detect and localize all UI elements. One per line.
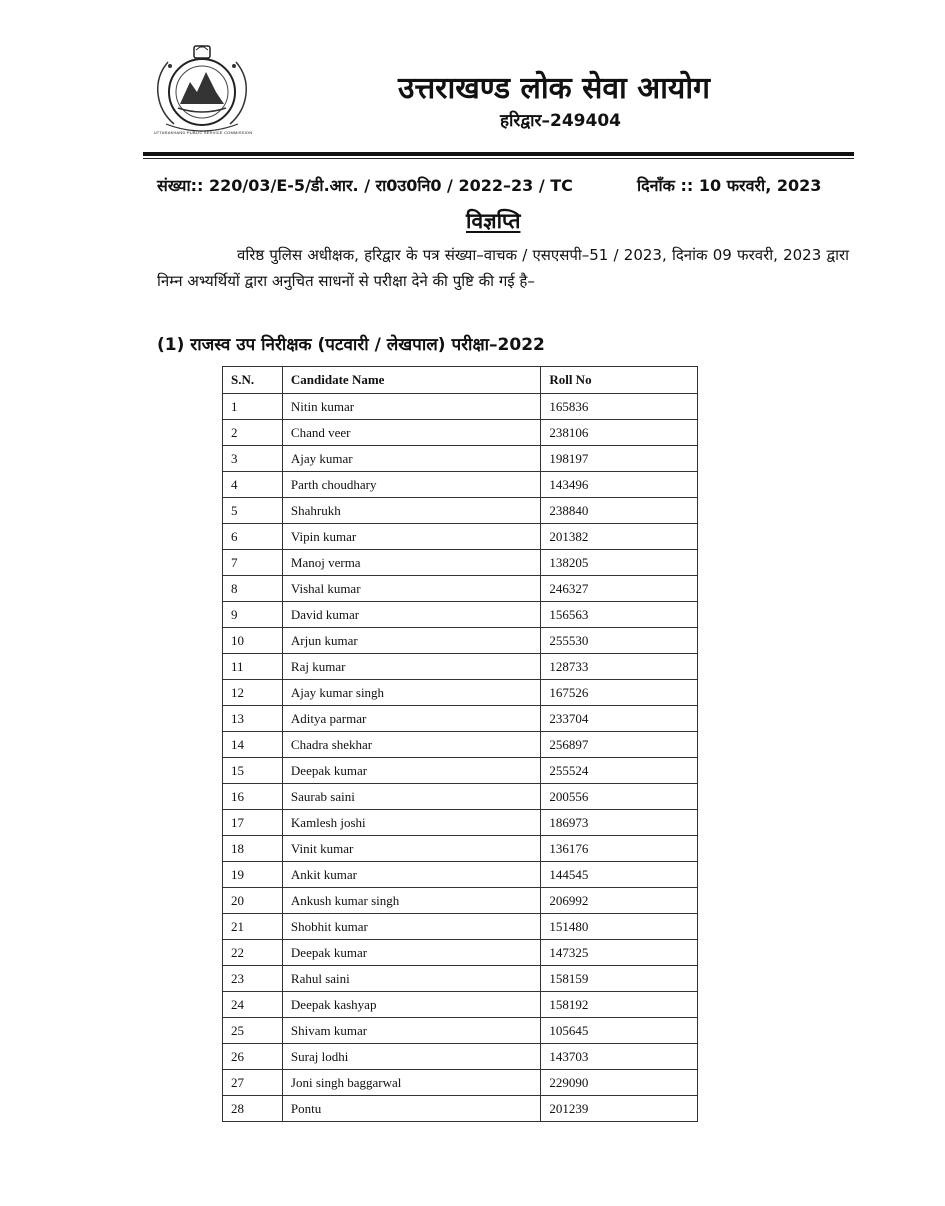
table-cell-roll-no: 158159 [541, 966, 698, 992]
table-cell-roll-no: 165836 [541, 394, 698, 420]
table-cell-roll-no: 144545 [541, 862, 698, 888]
table-row [223, 1044, 698, 1070]
header-divider [143, 152, 854, 156]
table-cell-sn: 10 [223, 628, 283, 654]
table-cell-roll-no: 151480 [541, 914, 698, 940]
organization-name: उत्तराखण्ड लोक सेवा आयोग [398, 71, 710, 106]
table-row [223, 472, 698, 498]
table-cell-roll-no: 167526 [541, 680, 698, 706]
table-cell-candidate-name: Vinit kumar [282, 836, 540, 862]
notice-heading: विज्ञप्ति [466, 209, 521, 233]
table-cell-candidate-name: Kamlesh joshi [282, 810, 540, 836]
table-row [223, 940, 698, 966]
table-cell-sn: 7 [223, 550, 283, 576]
table-cell-sn: 9 [223, 602, 283, 628]
table-cell-candidate-name: David kumar [282, 602, 540, 628]
organization-address: हरिद्वार–249404 [500, 111, 621, 131]
table-row [223, 576, 698, 602]
commission-emblem-logo [150, 42, 254, 140]
table-row [223, 680, 698, 706]
table-cell-sn: 2 [223, 420, 283, 446]
table-cell-roll-no: 233704 [541, 706, 698, 732]
table-cell-roll-no: 156563 [541, 602, 698, 628]
table-cell-roll-no: 186973 [541, 810, 698, 836]
table-cell-candidate-name: Joni singh baggarwal [282, 1070, 540, 1096]
notice-date: दिनाँक :: 10 फरवरी, 2023 [637, 176, 822, 195]
table-cell-roll-no: 138205 [541, 550, 698, 576]
table-row [223, 628, 698, 654]
table-cell-roll-no: 246327 [541, 576, 698, 602]
table-cell-sn: 26 [223, 1044, 283, 1070]
table-header-row [223, 367, 698, 394]
table-row [223, 862, 698, 888]
table-row [223, 1018, 698, 1044]
notice-paragraph: वरिष्ठ पुलिस अधीक्षक, हरिद्वार के पत्र संख्या–वाचक / एसएसपी–51 / 2023, दिनांक 09 फरवरी, 2023 द्वारा निम्न अभ्यर्थियों द्वारा अनुचित साधनों से परीक्षा देने की पुष्टि की गई है– [157, 246, 849, 290]
table-row [223, 1070, 698, 1096]
table-row [223, 810, 698, 836]
table-cell-sn: 19 [223, 862, 283, 888]
table-cell-candidate-name: Nitin kumar [282, 394, 540, 420]
header-divider-thin [143, 158, 854, 159]
candidates-table [222, 366, 698, 1122]
table-cell-candidate-name: Arjun kumar [282, 628, 540, 654]
table-cell-roll-no: 198197 [541, 446, 698, 472]
table-cell-candidate-name: Ankit kumar [282, 862, 540, 888]
emblem-icon [150, 42, 254, 140]
table-row [223, 706, 698, 732]
table-cell-candidate-name: Deepak kumar [282, 940, 540, 966]
table-row [223, 836, 698, 862]
logo-caption: UTTARAKHAND PUBLIC SERVICE COMMISSION [153, 130, 253, 135]
table-cell-candidate-name: Suraj lodhi [282, 1044, 540, 1070]
table-cell-roll-no: 255530 [541, 628, 698, 654]
table-cell-sn: 21 [223, 914, 283, 940]
table-cell-candidate-name: Vipin kumar [282, 524, 540, 550]
table-cell-candidate-name: Chadra shekhar [282, 732, 540, 758]
column-header-candidate-name: Candidate Name [282, 367, 540, 394]
table-cell-sn: 16 [223, 784, 283, 810]
table-cell-sn: 14 [223, 732, 283, 758]
table-cell-candidate-name: Raj kumar [282, 654, 540, 680]
table-row [223, 1096, 698, 1122]
table-cell-roll-no: 105645 [541, 1018, 698, 1044]
table-cell-sn: 13 [223, 706, 283, 732]
table-row [223, 654, 698, 680]
table-cell-sn: 5 [223, 498, 283, 524]
table-cell-sn: 1 [223, 394, 283, 420]
table-cell-candidate-name: Deepak kashyap [282, 992, 540, 1018]
table-cell-sn: 11 [223, 654, 283, 680]
table-row [223, 446, 698, 472]
table-cell-candidate-name: Parth choudhary [282, 472, 540, 498]
table-cell-roll-no: 238840 [541, 498, 698, 524]
table-row [223, 602, 698, 628]
table-cell-roll-no: 143703 [541, 1044, 698, 1070]
table-row [223, 394, 698, 420]
table-row [223, 524, 698, 550]
table-cell-candidate-name: Vishal kumar [282, 576, 540, 602]
table-cell-sn: 22 [223, 940, 283, 966]
table-row [223, 732, 698, 758]
table-cell-sn: 25 [223, 1018, 283, 1044]
table-cell-candidate-name: Manoj verma [282, 550, 540, 576]
table-cell-candidate-name: Rahul saini [282, 966, 540, 992]
table-cell-sn: 20 [223, 888, 283, 914]
table-cell-candidate-name: Shobhit kumar [282, 914, 540, 940]
table-cell-roll-no: 200556 [541, 784, 698, 810]
table-cell-sn: 8 [223, 576, 283, 602]
column-header-sn: S.N. [223, 367, 283, 394]
table-cell-roll-no: 128733 [541, 654, 698, 680]
table-cell-roll-no: 158192 [541, 992, 698, 1018]
table-body [223, 394, 698, 1122]
table-cell-sn: 27 [223, 1070, 283, 1096]
table-cell-sn: 6 [223, 524, 283, 550]
exam-section-heading: (1) राजस्व उप निरीक्षक (पटवारी / लेखपाल) परीक्षा–2022 [157, 335, 545, 355]
table-cell-sn: 28 [223, 1096, 283, 1122]
table-cell-sn: 12 [223, 680, 283, 706]
table-cell-roll-no: 255524 [541, 758, 698, 784]
table-row [223, 966, 698, 992]
table-cell-roll-no: 201382 [541, 524, 698, 550]
table-cell-candidate-name: Shivam kumar [282, 1018, 540, 1044]
table-cell-sn: 17 [223, 810, 283, 836]
table-cell-roll-no: 206992 [541, 888, 698, 914]
table-row [223, 992, 698, 1018]
table-cell-candidate-name: Chand veer [282, 420, 540, 446]
table-cell-sn: 18 [223, 836, 283, 862]
table-cell-sn: 23 [223, 966, 283, 992]
table-cell-candidate-name: Saurab saini [282, 784, 540, 810]
table-cell-sn: 3 [223, 446, 283, 472]
table-cell-sn: 15 [223, 758, 283, 784]
table-cell-candidate-name: Ankush kumar singh [282, 888, 540, 914]
table-cell-candidate-name: Ajay kumar [282, 446, 540, 472]
table-cell-roll-no: 136176 [541, 836, 698, 862]
column-header-roll-no: Roll No [541, 367, 698, 394]
table-cell-sn: 24 [223, 992, 283, 1018]
table-row [223, 758, 698, 784]
table-cell-roll-no: 147325 [541, 940, 698, 966]
table-row [223, 784, 698, 810]
table-cell-candidate-name: Aditya parmar [282, 706, 540, 732]
table-cell-sn: 4 [223, 472, 283, 498]
table-cell-roll-no: 229090 [541, 1070, 698, 1096]
table-row [223, 914, 698, 940]
reference-number: संख्या:: 220/03/E-5/डी.आर. / रा0उ0नि0 / 2022–23 / TC [157, 176, 573, 195]
table-row [223, 498, 698, 524]
table-row [223, 888, 698, 914]
table-cell-candidate-name: Shahrukh [282, 498, 540, 524]
table-cell-roll-no: 238106 [541, 420, 698, 446]
table-cell-roll-no: 143496 [541, 472, 698, 498]
table-cell-roll-no: 201239 [541, 1096, 698, 1122]
table-cell-roll-no: 256897 [541, 732, 698, 758]
table-cell-candidate-name: Pontu [282, 1096, 540, 1122]
table-cell-candidate-name: Ajay kumar singh [282, 680, 540, 706]
table-row [223, 420, 698, 446]
table-row [223, 550, 698, 576]
table-cell-candidate-name: Deepak kumar [282, 758, 540, 784]
